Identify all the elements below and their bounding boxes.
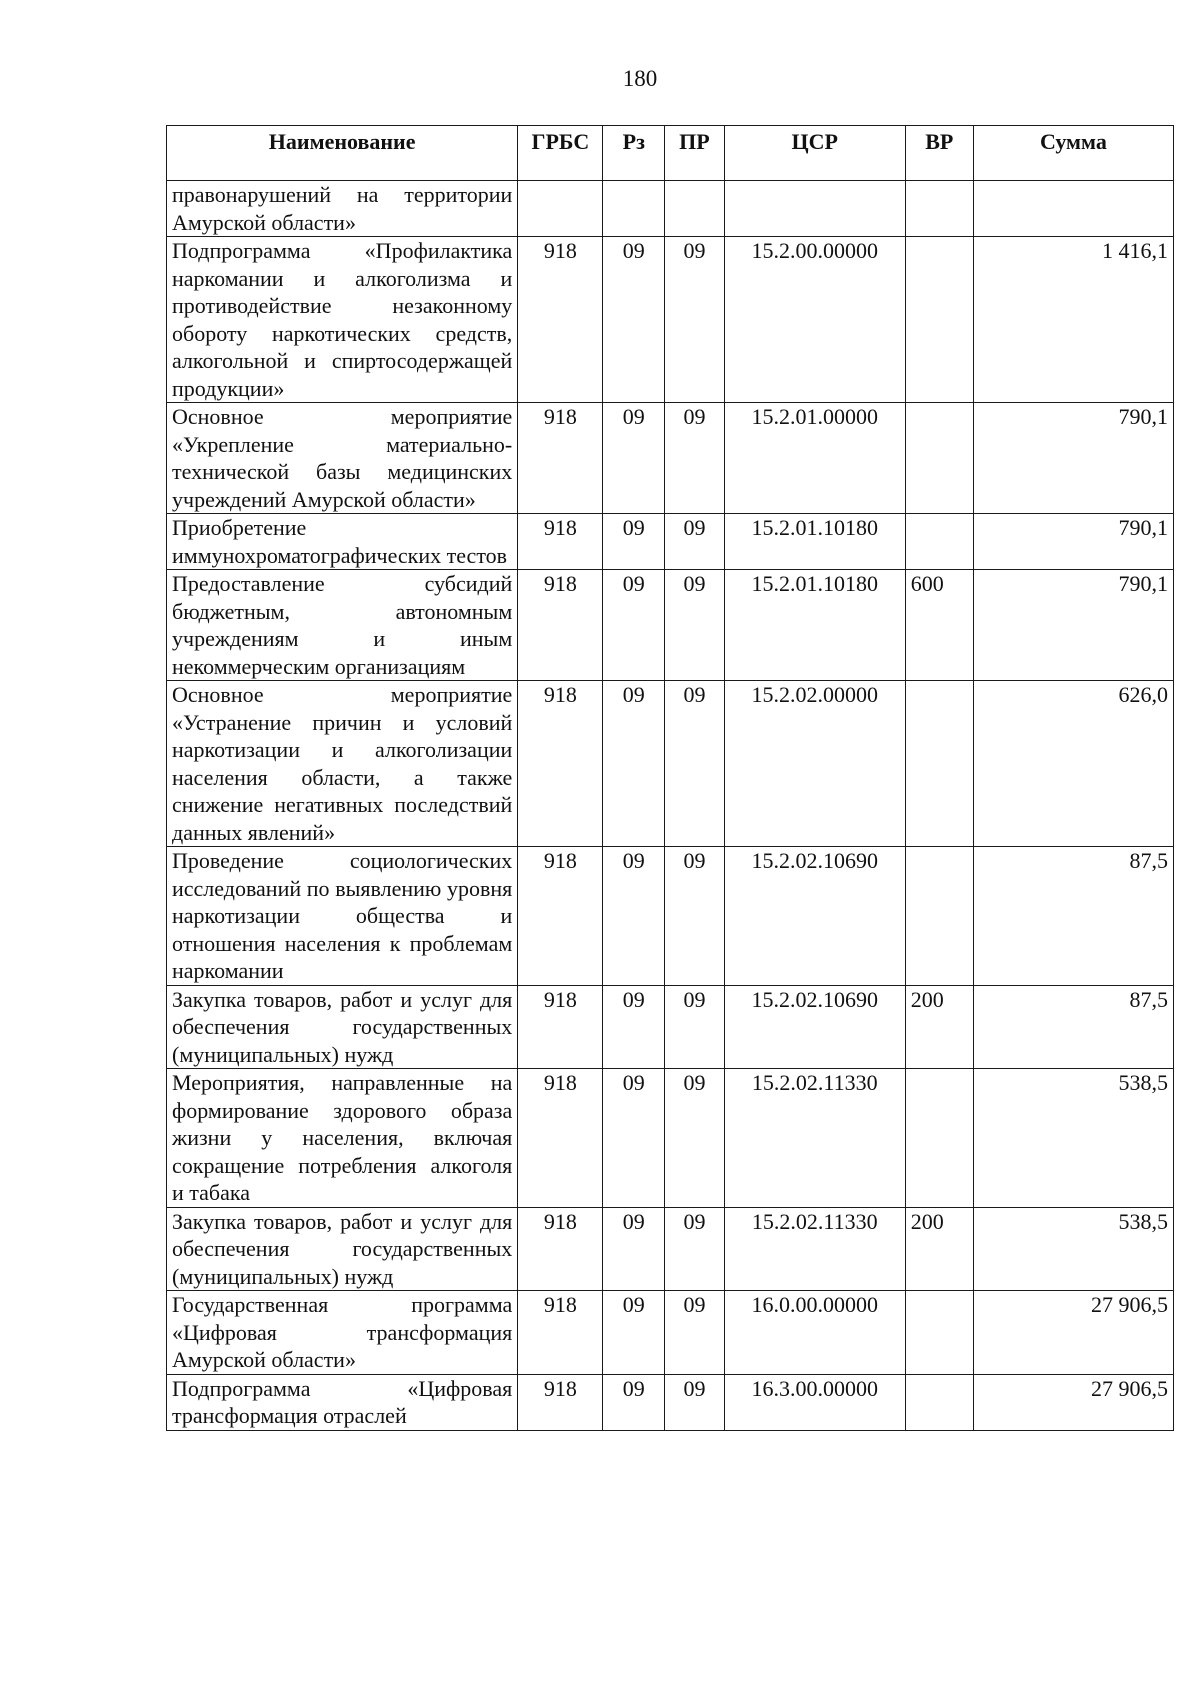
cell-name: Основное мероприятие «Устранение причин и условий наркотизации и алкоголизации населения области, а также снижение негативных последствий данных явлений» bbox=[167, 681, 518, 847]
cell-vr bbox=[905, 181, 973, 237]
table-row bbox=[167, 1291, 1174, 1375]
table-row bbox=[167, 681, 1174, 847]
cell-name: Мероприятия, направленные на формирование здорового образа жизни у населения, включая сокращение потребления алкоголя и табака bbox=[167, 1069, 518, 1208]
cell-name: Закупка товаров, работ и услуг для обеспечения государственных (муниципальных) нужд bbox=[167, 985, 518, 1069]
cell-csr: 15.2.01.10180 bbox=[724, 514, 905, 570]
cell-name: Подпрограмма «Цифровая трансформация отраслей bbox=[167, 1374, 518, 1430]
cell-rz bbox=[603, 181, 665, 237]
table-row bbox=[167, 1069, 1174, 1208]
header-vr: ВР bbox=[905, 126, 973, 181]
cell-rz: 09 bbox=[603, 985, 665, 1069]
cell-csr: 15.2.02.10690 bbox=[724, 985, 905, 1069]
cell-vr bbox=[905, 514, 973, 570]
budget-table bbox=[166, 125, 1174, 1431]
table-row bbox=[167, 514, 1174, 570]
cell-grbs: 918 bbox=[518, 514, 603, 570]
cell-name: правонарушений на территории Амурской области» bbox=[167, 181, 518, 237]
cell-rz: 09 bbox=[603, 403, 665, 514]
cell-grbs: 918 bbox=[518, 1207, 603, 1291]
cell-grbs: 918 bbox=[518, 847, 603, 986]
cell-vr: 600 bbox=[905, 570, 973, 681]
cell-name: Закупка товаров, работ и услуг для обеспечения государственных (муниципальных) нужд bbox=[167, 1207, 518, 1291]
cell-pr: 09 bbox=[665, 1291, 725, 1375]
cell-grbs bbox=[518, 181, 603, 237]
cell-grbs: 918 bbox=[518, 1291, 603, 1375]
cell-vr bbox=[905, 403, 973, 514]
cell-csr: 16.0.00.00000 bbox=[724, 1291, 905, 1375]
cell-rz: 09 bbox=[603, 1374, 665, 1430]
cell-pr bbox=[665, 181, 725, 237]
table-row bbox=[167, 1374, 1174, 1430]
table-row bbox=[167, 1207, 1174, 1291]
cell-vr: 200 bbox=[905, 1207, 973, 1291]
cell-rz: 09 bbox=[603, 237, 665, 403]
header-pr: ПР bbox=[665, 126, 725, 181]
cell-sum: 27 906,5 bbox=[973, 1374, 1173, 1430]
cell-vr bbox=[905, 1069, 973, 1208]
cell-csr: 15.2.02.10690 bbox=[724, 847, 905, 986]
table-row bbox=[167, 985, 1174, 1069]
cell-csr: 15.2.02.00000 bbox=[724, 681, 905, 847]
header-sum: Сумма bbox=[973, 126, 1173, 181]
cell-csr: 16.3.00.00000 bbox=[724, 1374, 905, 1430]
cell-sum: 538,5 bbox=[973, 1207, 1173, 1291]
cell-pr: 09 bbox=[665, 403, 725, 514]
cell-rz: 09 bbox=[603, 1291, 665, 1375]
cell-csr: 15.2.02.11330 bbox=[724, 1207, 905, 1291]
cell-sum: 790,1 bbox=[973, 514, 1173, 570]
cell-rz: 09 bbox=[603, 1069, 665, 1208]
cell-pr: 09 bbox=[665, 1374, 725, 1430]
cell-rz: 09 bbox=[603, 681, 665, 847]
cell-pr: 09 bbox=[665, 847, 725, 986]
cell-grbs: 918 bbox=[518, 985, 603, 1069]
table-row bbox=[167, 181, 1174, 237]
cell-name: Государственная программа «Цифровая трансформация Амурской области» bbox=[167, 1291, 518, 1375]
header-grbs: ГРБС bbox=[518, 126, 603, 181]
header-rz: Рз bbox=[603, 126, 665, 181]
cell-csr bbox=[724, 181, 905, 237]
cell-vr: 200 bbox=[905, 985, 973, 1069]
cell-grbs: 918 bbox=[518, 403, 603, 514]
cell-pr: 09 bbox=[665, 1207, 725, 1291]
cell-grbs: 918 bbox=[518, 1069, 603, 1208]
cell-sum: 1 416,1 bbox=[973, 237, 1173, 403]
cell-pr: 09 bbox=[665, 514, 725, 570]
cell-pr: 09 bbox=[665, 681, 725, 847]
cell-name: Приобретение иммунохроматографических тестов bbox=[167, 514, 518, 570]
table-row bbox=[167, 237, 1174, 403]
table-row bbox=[167, 847, 1174, 986]
cell-rz: 09 bbox=[603, 570, 665, 681]
cell-csr: 15.2.01.00000 bbox=[724, 403, 905, 514]
cell-sum: 790,1 bbox=[973, 403, 1173, 514]
cell-sum: 538,5 bbox=[973, 1069, 1173, 1208]
cell-name: Проведение социологических исследований по выявлению уровня наркотизации общества и отношения населения к проблемам наркомании bbox=[167, 847, 518, 986]
cell-vr bbox=[905, 1374, 973, 1430]
table-row bbox=[167, 403, 1174, 514]
header-csr: ЦСР bbox=[724, 126, 905, 181]
cell-grbs: 918 bbox=[518, 237, 603, 403]
cell-pr: 09 bbox=[665, 1069, 725, 1208]
cell-vr bbox=[905, 681, 973, 847]
cell-name: Основное мероприятие «Укрепление материально-технической базы медицинских учреждений Амурской области» bbox=[167, 403, 518, 514]
cell-name: Предоставление субсидий бюджетным, автономным учреждениям и иным некоммерческим организациям bbox=[167, 570, 518, 681]
cell-vr bbox=[905, 847, 973, 986]
cell-vr bbox=[905, 237, 973, 403]
cell-rz: 09 bbox=[603, 847, 665, 986]
header-name: Наименование bbox=[167, 126, 518, 181]
cell-csr: 15.2.02.11330 bbox=[724, 1069, 905, 1208]
cell-rz: 09 bbox=[603, 514, 665, 570]
cell-sum: 790,1 bbox=[973, 570, 1173, 681]
table-row bbox=[167, 570, 1174, 681]
cell-pr: 09 bbox=[665, 570, 725, 681]
cell-csr: 15.2.01.10180 bbox=[724, 570, 905, 681]
cell-grbs: 918 bbox=[518, 681, 603, 847]
cell-sum: 27 906,5 bbox=[973, 1291, 1173, 1375]
table-header-row bbox=[167, 126, 1174, 181]
cell-grbs: 918 bbox=[518, 570, 603, 681]
cell-grbs: 918 bbox=[518, 1374, 603, 1430]
cell-csr: 15.2.00.00000 bbox=[724, 237, 905, 403]
cell-pr: 09 bbox=[665, 237, 725, 403]
cell-sum bbox=[973, 181, 1173, 237]
cell-sum: 87,5 bbox=[973, 985, 1173, 1069]
cell-vr bbox=[905, 1291, 973, 1375]
cell-name: Подпрограмма «Профилактика наркомании и алкоголизма и противодействие незаконному обороту наркотических средств, алкогольной и спиртосодержащей продукции» bbox=[167, 237, 518, 403]
page-number: 180 bbox=[622, 66, 658, 91]
cell-pr: 09 bbox=[665, 985, 725, 1069]
cell-rz: 09 bbox=[603, 1207, 665, 1291]
cell-sum: 626,0 bbox=[973, 681, 1173, 847]
cell-sum: 87,5 bbox=[973, 847, 1173, 986]
